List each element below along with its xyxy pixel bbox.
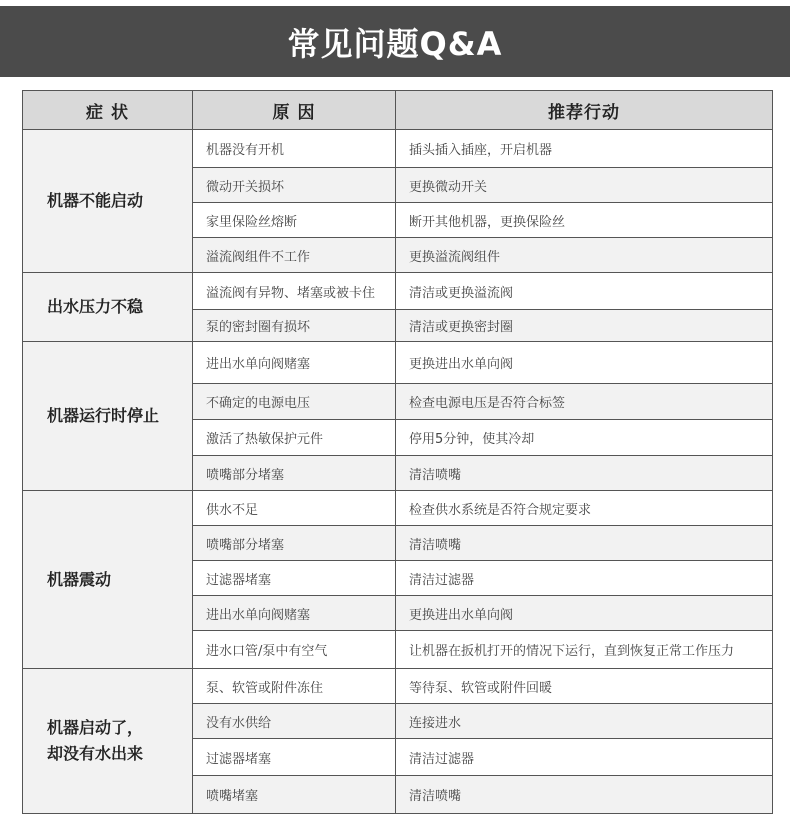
symptom-cell: 机器震动	[23, 491, 193, 669]
cause-cell: 家里保险丝熔断	[193, 203, 396, 238]
table-row	[23, 130, 773, 168]
cause-cell: 喷嘴部分堵塞	[193, 456, 396, 491]
cause-cell: 泵的密封圈有损坏	[193, 310, 396, 342]
cause-cell: 喷嘴部分堵塞	[193, 526, 396, 561]
cause-cell: 喷嘴堵塞	[193, 776, 396, 814]
solution-cell: 断开其他机器，更换保险丝	[396, 203, 773, 238]
solution-cell: 清洁或更换密封圈	[396, 310, 773, 342]
symptom-cell: 机器运行时停止	[23, 342, 193, 491]
cause-cell: 进出水单向阀赌塞	[193, 596, 396, 631]
header-symptom: 症 状	[23, 91, 193, 130]
solution-cell: 让机器在扳机打开的情况下运行，直到恢复正常工作压力	[396, 631, 773, 669]
solution-cell: 更换进出水单向阀	[396, 596, 773, 631]
cause-cell: 过滤器堵塞	[193, 561, 396, 596]
solution-cell: 清洁喷嘴	[396, 776, 773, 814]
cause-cell: 供水不足	[193, 491, 396, 526]
page-title: 常见问题Q&A	[0, 6, 790, 77]
table-row	[23, 342, 773, 384]
faq-table-body	[23, 130, 773, 814]
cause-cell: 溢流阀组件不工作	[193, 238, 396, 273]
cause-cell: 溢流阀有异物、堵塞或被卡住	[193, 273, 396, 310]
symptom-cell: 机器不能启动	[23, 130, 193, 273]
symptom-cell: 机器启动了， 却没有水出来	[23, 669, 193, 814]
cause-cell: 不确定的电源电压	[193, 384, 396, 420]
cause-cell: 机器没有开机	[193, 130, 396, 168]
solution-cell: 清洁或更换溢流阀	[396, 273, 773, 310]
table-header-row	[23, 91, 773, 130]
cause-cell: 进水口管/泵中有空气	[193, 631, 396, 669]
solution-cell: 连接进水	[396, 704, 773, 739]
solution-cell: 检查供水系统是否符合规定要求	[396, 491, 773, 526]
cause-cell: 过滤器堵塞	[193, 739, 396, 776]
solution-cell: 更换进出水单向阀	[396, 342, 773, 384]
symptom-cell: 出水压力不稳	[23, 273, 193, 342]
cause-cell: 激活了热敏保护元件	[193, 420, 396, 456]
solution-cell: 停用5分钟，使其冷却	[396, 420, 773, 456]
cause-cell: 泵、软管或附件冻住	[193, 669, 396, 704]
solution-cell: 插头插入插座，开启机器	[396, 130, 773, 168]
solution-cell: 清洁过滤器	[396, 739, 773, 776]
header-solution: 推荐行动	[396, 91, 773, 130]
table-row	[23, 273, 773, 310]
solution-cell: 清洁过滤器	[396, 561, 773, 596]
solution-cell: 更换溢流阀组件	[396, 238, 773, 273]
cause-cell: 微动开关损坏	[193, 168, 396, 203]
solution-cell: 更换微动开关	[396, 168, 773, 203]
solution-cell: 检查电源电压是否符合标签	[396, 384, 773, 420]
solution-cell: 清洁喷嘴	[396, 526, 773, 561]
table-row	[23, 491, 773, 526]
cause-cell: 进出水单向阀赌塞	[193, 342, 396, 384]
header-cause: 原 因	[193, 91, 396, 130]
faq-table	[22, 90, 773, 814]
cause-cell: 没有水供给	[193, 704, 396, 739]
table-row	[23, 669, 773, 704]
solution-cell: 等待泵、软管或附件回暖	[396, 669, 773, 704]
solution-cell: 清洁喷嘴	[396, 456, 773, 491]
